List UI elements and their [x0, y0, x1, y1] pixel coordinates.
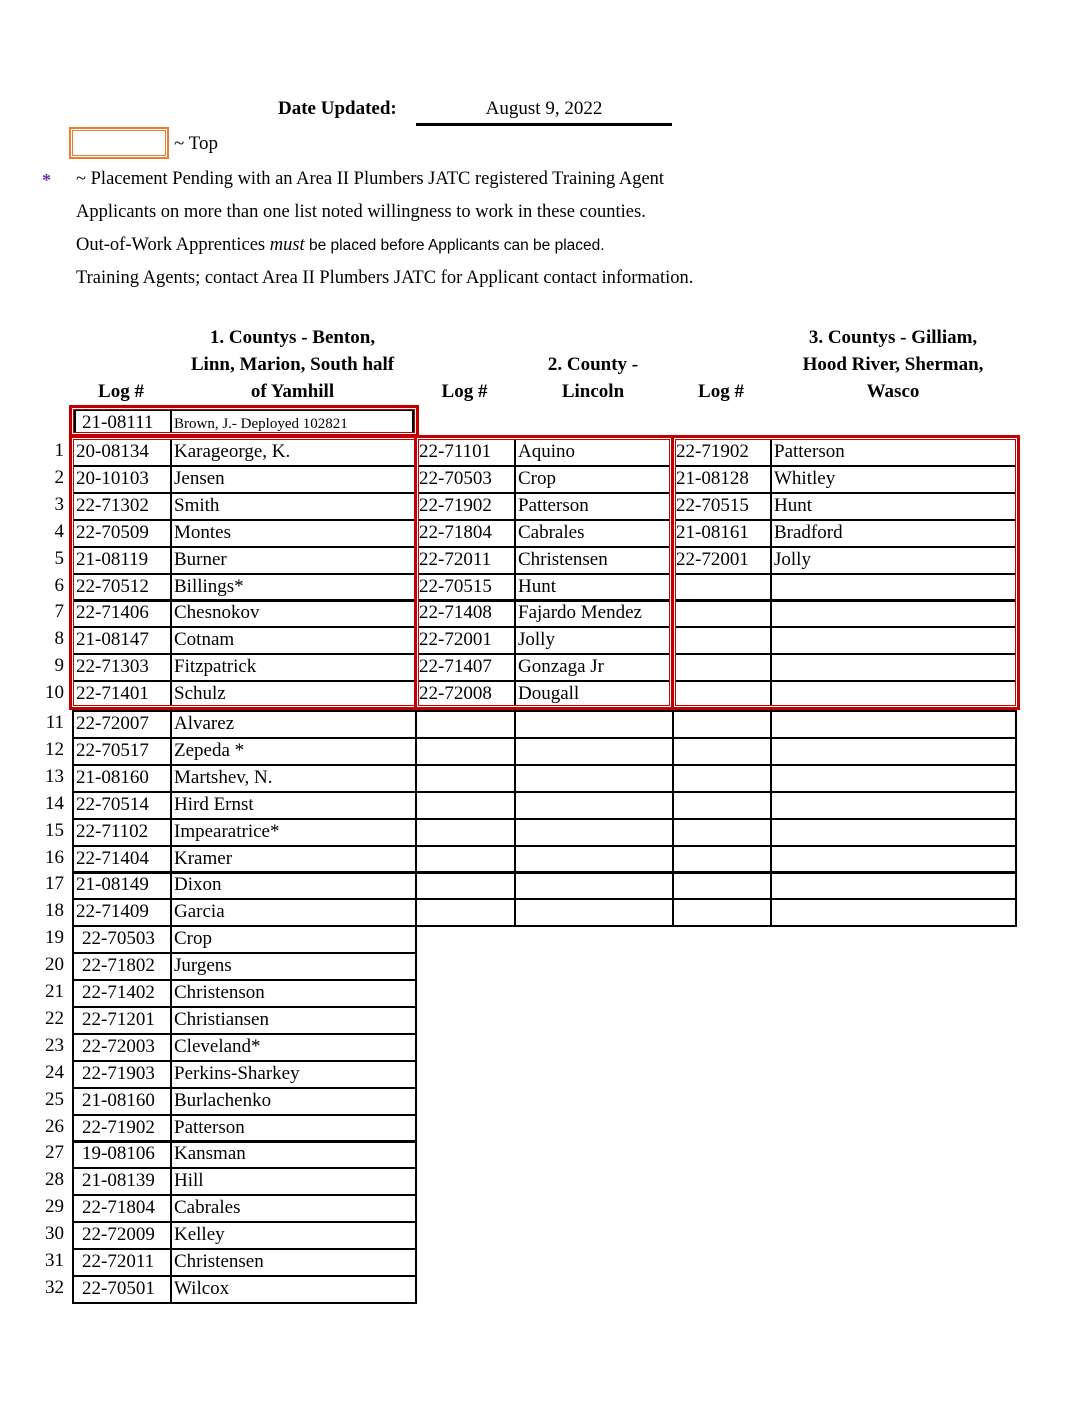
list1-name-cell: Smith — [170, 492, 417, 521]
list1-name-cell: Patterson — [170, 1114, 417, 1143]
col2-log-header: Log # — [441, 381, 488, 402]
list3-log-cell — [672, 845, 772, 874]
list1-name-cell: Christiansen — [170, 1006, 417, 1035]
list2-name-cell: Cabrales — [514, 519, 674, 548]
row-number: 2 — [54, 466, 64, 488]
list1-log-cell: 21-08139 — [72, 1167, 172, 1196]
pending-note: ~ Placement Pending with an Area II Plumbers JATC registered Training Agent — [76, 169, 665, 189]
list1-name-cell: Impearatrice* — [170, 818, 417, 847]
list3-name-cell — [770, 573, 1017, 602]
deployed-log-cell: 21-08111 — [74, 409, 172, 436]
list3-log-cell — [672, 818, 772, 847]
list2-log-cell — [415, 764, 516, 793]
list1-log-cell: 22-72007 — [72, 710, 172, 739]
row-number: 12 — [45, 738, 64, 760]
list1-name-cell: Perkins-Sharkey — [170, 1060, 417, 1089]
list1-log-cell: 22-71401 — [72, 680, 172, 709]
list2-log-cell: 22-70515 — [415, 573, 516, 602]
row-number: 5 — [54, 547, 64, 569]
list1-log-cell: 22-71404 — [72, 845, 172, 874]
list1-log-cell: 22-71302 — [72, 492, 172, 521]
list1-log-cell: 22-71903 — [72, 1060, 172, 1089]
list3-name-cell — [770, 898, 1017, 927]
row-number: 19 — [45, 927, 64, 949]
list1-log-cell: 22-70512 — [72, 573, 172, 602]
list2-log-cell — [415, 818, 516, 847]
list2-log-cell: 22-71407 — [415, 653, 516, 682]
col2-header-line: 2. County - — [547, 354, 639, 375]
list1-name-cell: Cotnam — [170, 626, 417, 655]
list1-name-cell: Schulz — [170, 680, 417, 709]
row-number: 16 — [45, 846, 64, 868]
list3-log-cell — [672, 871, 772, 900]
contact-note: Training Agents; contact Area II Plumbers JATC for Applicant contact information. — [76, 268, 694, 288]
list1-log-cell: 22-70501 — [72, 1275, 172, 1304]
list2-name-cell: Aquino — [514, 438, 674, 467]
list1-name-cell: Hill — [170, 1167, 417, 1196]
list2-log-cell — [415, 845, 516, 874]
list3-log-cell — [672, 791, 772, 820]
row-number: 32 — [45, 1276, 64, 1298]
list2-name-cell — [514, 898, 674, 927]
list1-log-cell: 22-71102 — [72, 818, 172, 847]
list3-log-cell — [672, 898, 772, 927]
list1-name-cell: Chesnokov — [170, 599, 417, 628]
col3-header-line: Hood River, Sherman, — [802, 354, 984, 375]
list2-name-cell: Fajardo Mendez — [514, 599, 674, 628]
list1-log-cell: 21-08147 — [72, 626, 172, 655]
list2-name-cell: Dougall — [514, 680, 674, 709]
list1-log-cell: 20-10103 — [72, 465, 172, 494]
list3-name-cell — [770, 791, 1017, 820]
row-number: 13 — [45, 765, 64, 787]
list1-log-cell: 22-72011 — [72, 1248, 172, 1277]
multiple-lists-note: Applicants on more than one list noted willingness to work in these counties. — [76, 202, 646, 222]
list3-log-cell: 21-08161 — [672, 519, 772, 548]
list3-name-cell — [770, 871, 1017, 900]
row-number: 23 — [45, 1034, 64, 1056]
row-number: 3 — [54, 493, 64, 515]
col3-header-line: Wasco — [866, 381, 920, 402]
top-legend-label: ~ Top — [174, 133, 218, 154]
col1-log-header: Log # — [98, 381, 144, 402]
list1-name-cell: Karageorge, K. — [170, 438, 417, 467]
col3-name-header — [770, 324, 1016, 405]
list3-log-cell — [672, 764, 772, 793]
list2-name-cell — [514, 871, 674, 900]
list2-name-cell: Patterson — [514, 492, 674, 521]
list3-name-cell: Hunt — [770, 492, 1017, 521]
list3-log-cell: 21-08128 — [672, 465, 772, 494]
list1-name-cell: Wilcox — [170, 1275, 417, 1304]
list1-log-cell: 22-71406 — [72, 599, 172, 628]
list2-name-cell — [514, 791, 674, 820]
list2-log-cell — [415, 791, 516, 820]
row-number: 20 — [45, 954, 64, 976]
list3-log-cell — [672, 599, 772, 628]
list3-name-cell — [770, 680, 1017, 709]
list1-name-cell: Jurgens — [170, 952, 417, 981]
row-number: 24 — [45, 1061, 64, 1083]
list1-name-cell: Jensen — [170, 465, 417, 494]
date-updated-label: Date Updated: — [278, 98, 397, 119]
list2-log-cell — [415, 871, 516, 900]
list3-name-cell — [770, 710, 1017, 739]
list1-name-cell: Kramer — [170, 845, 417, 874]
list1-name-cell: Crop — [170, 925, 417, 954]
list1-name-cell: Hird Ernst — [170, 791, 417, 820]
list1-name-cell: Burlachenko — [170, 1087, 417, 1116]
list2-log-cell — [415, 737, 516, 766]
list2-name-cell — [514, 737, 674, 766]
list1-log-cell: 22-71902 — [72, 1114, 172, 1143]
list2-log-cell: 22-70503 — [415, 465, 516, 494]
list3-log-cell: 22-72001 — [672, 546, 772, 575]
list3-log-cell: 22-70515 — [672, 492, 772, 521]
list3-name-cell — [770, 626, 1017, 655]
list3-log-cell — [672, 653, 772, 682]
list3-name-cell — [770, 737, 1017, 766]
list3-name-cell — [770, 599, 1017, 628]
row-number: 28 — [45, 1169, 64, 1191]
list1-log-cell: 22-72009 — [72, 1221, 172, 1250]
list3-log-cell — [672, 573, 772, 602]
list1-log-cell: 19-08106 — [72, 1140, 172, 1169]
out-of-work-note-prefix: Out-of-Work Apprentices — [76, 235, 270, 255]
col2-header-line: Lincoln — [561, 381, 625, 402]
col2-name-header — [514, 351, 672, 405]
col3-log-header: Log # — [698, 381, 744, 402]
list3-name-cell — [770, 764, 1017, 793]
list1-log-cell: 22-71402 — [72, 979, 172, 1008]
list1-log-cell: 22-71201 — [72, 1006, 172, 1035]
list2-log-cell: 22-72008 — [415, 680, 516, 709]
row-number: 31 — [45, 1250, 64, 1271]
row-number: 18 — [45, 900, 64, 922]
list2-name-cell — [514, 764, 674, 793]
top-legend-swatch — [70, 128, 168, 158]
list2-name-cell: Christensen — [514, 546, 674, 575]
list2-name-cell — [514, 845, 674, 874]
list3-log-cell: 22-71902 — [672, 438, 772, 467]
list3-log-cell — [672, 710, 772, 739]
row-number: 22 — [45, 1007, 64, 1029]
row-number: 14 — [45, 792, 64, 814]
list2-name-cell: Jolly — [514, 626, 674, 655]
list2-log-cell: 22-72011 — [415, 546, 516, 575]
list3-name-cell — [770, 845, 1017, 874]
col1-header-line: Linn, Marion, South half — [190, 354, 395, 375]
row-number: 25 — [45, 1088, 64, 1110]
list2-name-cell — [514, 818, 674, 847]
list3-name-cell — [770, 653, 1017, 682]
list2-name-cell: Hunt — [514, 573, 674, 602]
out-of-work-note-suffix: be placed before Applicants can be placed. — [304, 237, 605, 254]
list1-name-cell: Dixon — [170, 871, 417, 900]
list1-log-cell: 21-08160 — [72, 764, 172, 793]
list1-log-cell: 22-71303 — [72, 653, 172, 682]
list1-name-cell: Kelley — [170, 1221, 417, 1250]
list3-log-cell — [672, 737, 772, 766]
list3-name-cell: Patterson — [770, 438, 1017, 467]
row-number: 30 — [45, 1223, 64, 1245]
list1-log-cell: 22-71804 — [72, 1194, 172, 1223]
list2-log-cell: 22-71408 — [415, 599, 516, 628]
list1-name-cell: Garcia — [170, 898, 417, 927]
row-number: 4 — [54, 520, 64, 542]
list2-log-cell: 22-71902 — [415, 492, 516, 521]
list1-log-cell: 21-08119 — [72, 546, 172, 575]
list2-name-cell: Crop — [514, 465, 674, 494]
pending-star-icon: * — [42, 170, 51, 190]
row-number: 26 — [45, 1115, 64, 1137]
list2-log-cell — [415, 710, 516, 739]
list1-log-cell: 21-08149 — [72, 871, 172, 900]
list2-log-cell: 22-72001 — [415, 626, 516, 655]
list1-name-cell: Martshev, N. — [170, 764, 417, 793]
row-number: 10 — [45, 682, 64, 704]
list1-log-cell: 20-08134 — [72, 438, 172, 467]
list3-log-cell — [672, 626, 772, 655]
col3-header-line: 3. Countys - Gilliam, — [808, 327, 978, 348]
list3-name-cell: Jolly — [770, 546, 1017, 575]
col1-header-line: of Yamhill — [250, 381, 335, 402]
list1-log-cell: 22-70517 — [72, 737, 172, 766]
list3-name-cell: Bradford — [770, 519, 1017, 548]
list1-log-cell: 22-70509 — [72, 519, 172, 548]
row-number: 7 — [54, 601, 64, 623]
list1-log-cell: 22-70503 — [72, 925, 172, 954]
row-number: 15 — [45, 819, 64, 841]
row-number: 1 — [54, 440, 64, 461]
list3-log-cell — [672, 680, 772, 709]
deployed-name-cell: Brown, J.- Deployed 102821 — [170, 409, 414, 436]
row-number: 29 — [45, 1196, 64, 1218]
row-number: 21 — [45, 981, 64, 1002]
row-number: 9 — [54, 655, 64, 677]
row-number: 27 — [45, 1142, 64, 1164]
out-of-work-note-emphasis: must — [269, 235, 305, 255]
list2-name-cell: Gonzaga Jr — [514, 653, 674, 682]
list1-name-cell: Kansman — [170, 1140, 417, 1169]
list1-name-cell: Christenson — [170, 979, 417, 1008]
list1-name-cell: Billings* — [170, 573, 417, 602]
list1-name-cell: Cabrales — [170, 1194, 417, 1223]
list1-name-cell: Alvarez — [170, 710, 417, 739]
row-number: 11 — [45, 712, 64, 733]
row-number: 17 — [45, 873, 64, 895]
list1-name-cell: Montes — [170, 519, 417, 548]
list1-name-cell: Fitzpatrick — [170, 653, 417, 682]
row-number: 6 — [54, 574, 64, 596]
list1-log-cell: 22-72003 — [72, 1033, 172, 1062]
list3-name-cell — [770, 818, 1017, 847]
list2-name-cell — [514, 710, 674, 739]
list1-log-cell: 21-08160 — [72, 1087, 172, 1116]
list1-name-cell: Burner — [170, 546, 417, 575]
list3-name-cell: Whitley — [770, 465, 1017, 494]
out-of-work-note — [76, 235, 605, 256]
list1-name-cell: Cleveland* — [170, 1033, 417, 1062]
list1-name-cell: Zepeda * — [170, 737, 417, 766]
list2-log-cell — [415, 898, 516, 927]
list2-log-cell: 22-71101 — [415, 438, 516, 467]
row-number: 8 — [54, 628, 64, 650]
col1-name-header — [170, 324, 415, 405]
list1-name-cell: Christensen — [170, 1248, 417, 1277]
date-updated-value: August 9, 2022 — [416, 98, 672, 126]
list1-log-cell: 22-71409 — [72, 898, 172, 927]
list1-log-cell: 22-71802 — [72, 952, 172, 981]
list2-log-cell: 22-71804 — [415, 519, 516, 548]
list1-log-cell: 22-70514 — [72, 791, 172, 820]
col1-header-line: 1. Countys - Benton, — [209, 327, 376, 348]
